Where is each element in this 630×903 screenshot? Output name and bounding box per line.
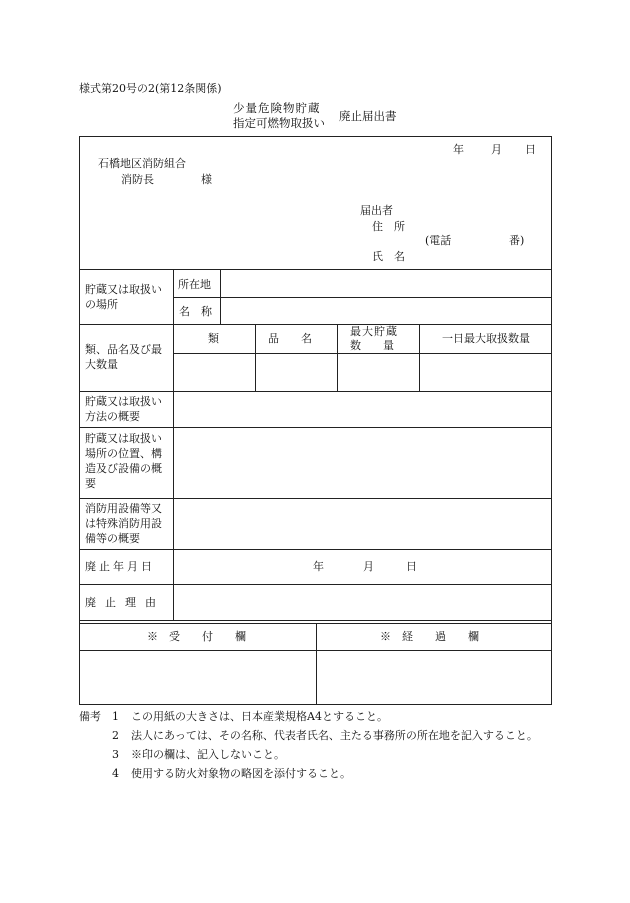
reception-label: ※ 受 付 欄 [147, 630, 246, 643]
divider [80, 498, 551, 499]
note-number: 1 [112, 710, 119, 723]
method-label: 貯蔵又は取扱い方法の概要 [85, 395, 162, 423]
addressee-chief: 消防長 [121, 173, 154, 186]
divider [173, 391, 174, 620]
note-text: 使用する防火対象物の略図を添付すること。 [131, 767, 351, 780]
addressee-org: 石橋地区消防組合 [98, 157, 186, 170]
divider [255, 324, 256, 391]
divider [173, 269, 174, 391]
location-label: 貯蔵又は取扱いの場所 [85, 283, 162, 311]
notifier-phone-close: 番) [509, 234, 525, 247]
items-label: 類、品名及び最大数量 [85, 343, 162, 371]
note-text: 法人にあっては、その名称、代表者氏名、主たる事務所の所在地を記入すること。 [131, 729, 538, 742]
divider [80, 427, 551, 428]
notification-form [79, 136, 552, 705]
note-text: この用紙の大きさは、日本産業規格A4とすること。 [131, 710, 388, 723]
abolition-day: 日 [406, 560, 417, 573]
form-number: 様式第20号の2(第12条関係) [79, 82, 222, 95]
fire-equipment-label: 消防用設備等又は特殊消防用設備等の概要 [85, 502, 162, 545]
divider [80, 549, 551, 550]
date-day-label: 日 [525, 143, 536, 156]
divider [80, 324, 551, 325]
notifier-name-label: 氏 名 [372, 250, 405, 263]
divider [173, 353, 551, 354]
divider [337, 324, 338, 391]
note-text: ※印の欄は、記入しないこと。 [131, 748, 285, 761]
notifier-phone-open: (電話 [425, 234, 452, 247]
abolition-month: 月 [363, 560, 374, 573]
title-line2: 指定可燃物取扱い [233, 116, 325, 130]
notifier-label: 届出者 [360, 204, 393, 217]
note-number: 3 [112, 748, 119, 761]
abolition-date-label: 廃止年月日 [85, 560, 155, 573]
divider [80, 391, 551, 392]
title-suffix: 廃止届出書 [339, 109, 397, 123]
col-max-header-line1: 最大貯蔵 [350, 325, 398, 338]
divider [80, 584, 551, 585]
divider [80, 269, 551, 270]
divider [419, 324, 420, 391]
location-address-label: 所在地 [178, 278, 211, 291]
addressee-honorific: 様 [201, 173, 212, 186]
col-max-header-line2: 数 量 [350, 339, 394, 352]
abolition-year: 年 [313, 560, 324, 573]
divider [173, 297, 551, 298]
divider [316, 623, 317, 705]
note-number: 2 [112, 729, 119, 742]
divider [220, 269, 221, 324]
col-daily-header: 一日最大取扱数量 [442, 332, 530, 345]
divider [80, 620, 551, 621]
note-number: 4 [112, 767, 119, 780]
abolition-reason-label: 廃止理由 [85, 596, 165, 609]
notes-heading: 備考 [79, 710, 101, 723]
date-month-label: 月 [491, 143, 502, 156]
col-class-header: 類 [208, 332, 219, 345]
location-name-label: 名 称 [179, 305, 212, 318]
notifier-address-label: 住 所 [372, 220, 405, 233]
structure-label: 貯蔵又は取扱い場所の位置、構造及び設備の概要 [85, 432, 162, 490]
date-year-label: 年 [453, 143, 464, 156]
title-line1: 少量危険物貯蔵 [233, 101, 321, 115]
col-product-header: 品 名 [268, 332, 312, 345]
progress-label: ※ 経 過 欄 [380, 630, 479, 643]
